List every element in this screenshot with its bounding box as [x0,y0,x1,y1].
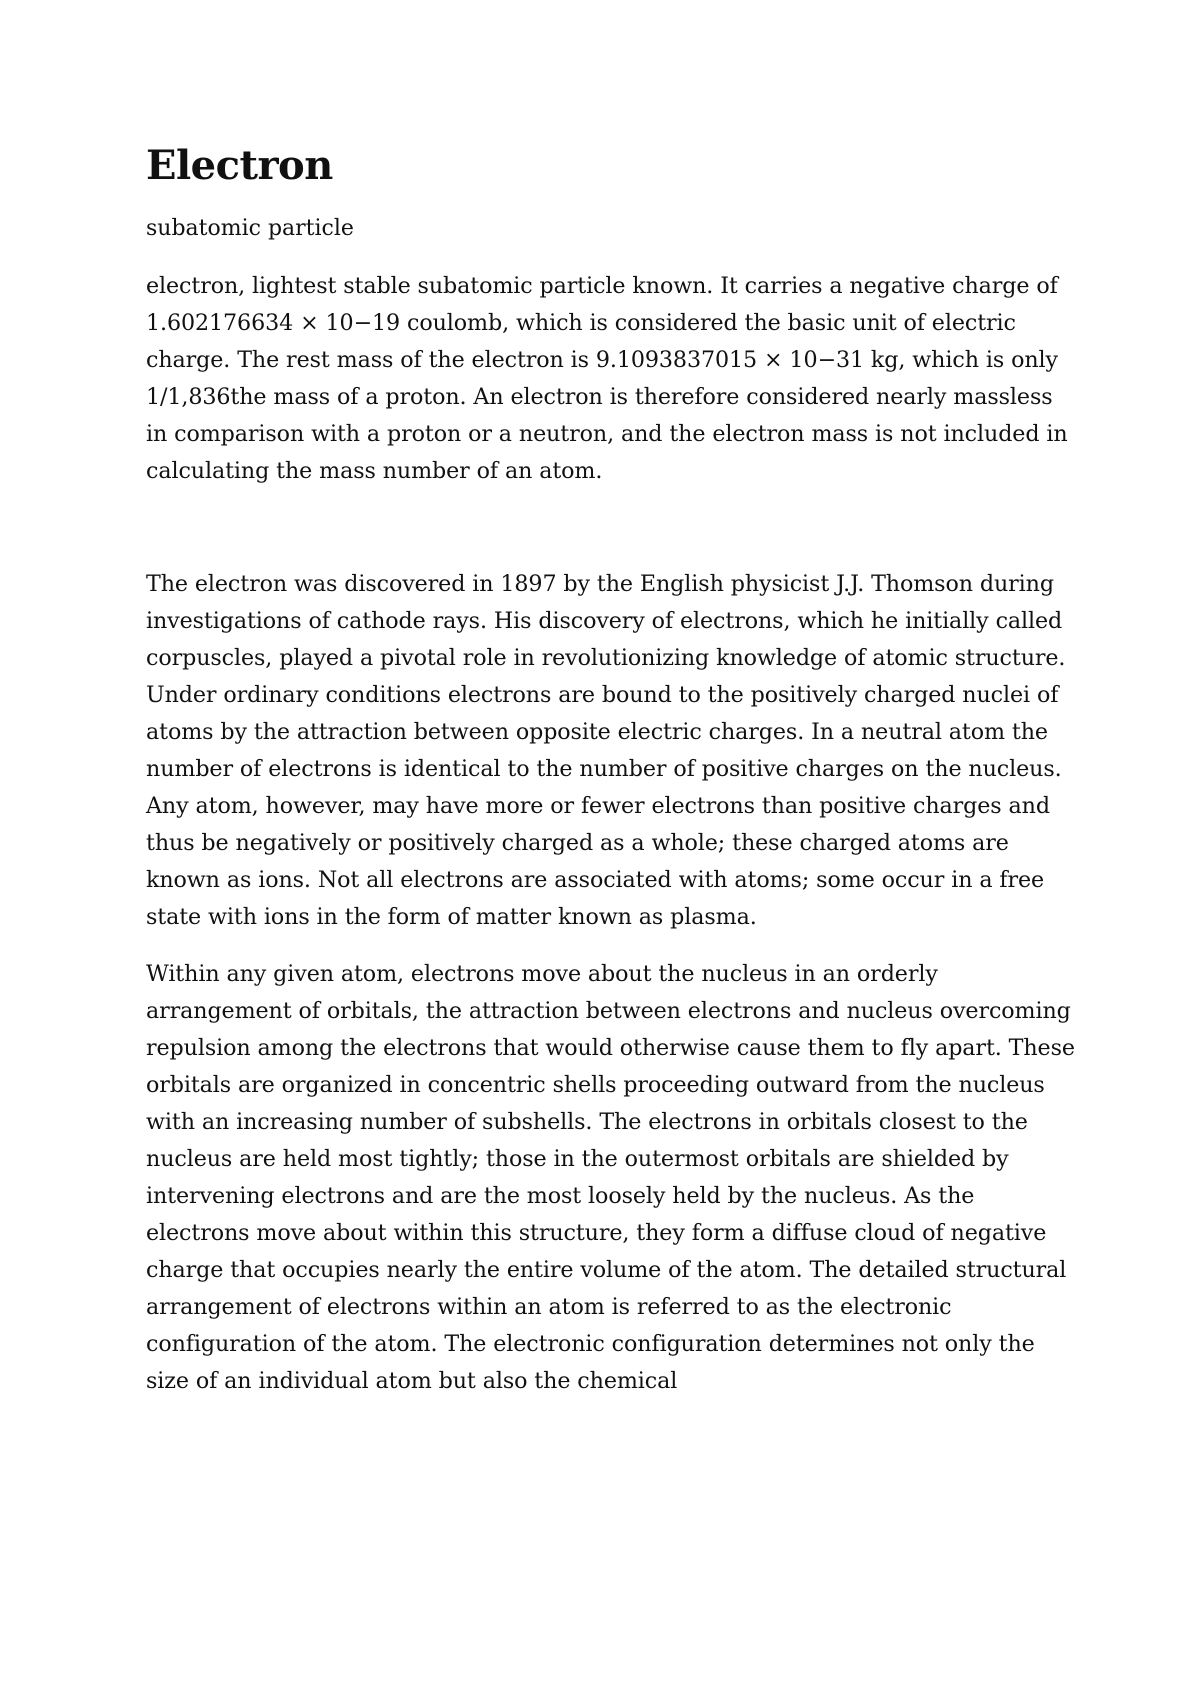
paragraph-intro: electron, lightest stable subatomic particle known. It carries a negative charge of 1.602176634 × 10−19 coulomb, which is considered the basic unit of electric charge. The rest mass of the electron is 9.1093837015 × 10−31 kg, which is only 1/1,836the mass of a proton. An electron is therefore considered nearly massless in comparison with a proton or a neutron, and the electron mass is not included in calculating the mass number of an atom. [146,273,1068,484]
paragraph-orbitals: Within any given atom, electrons move about the nucleus in an orderly arrangement of orbitals, the attraction between electrons and nucleus overcoming repulsion among the electrons that would otherwise cause them to fly apart. These orbitals are organized in concentric shells proceeding outward from the nucleus with an increasing number of subshells. The electrons in orbitals closest to the nucleus are held most tightly; those in the outermost orbitals are shielded by intervening electrons and are the most loosely held by the nucleus. As the electrons move about within this structure, they form a diffuse cloud of negative charge that occupies nearly the entire volume of the atom. The detailed structural arrangement of electrons within an atom is referred to as the electronic configuration of the atom. The electronic configuration determines not only the size of an individual atom but also the chemical [146,961,1075,1394]
page-subtitle: subatomic particle [146,216,354,241]
page-title: Electron [146,142,333,189]
document-page [146,140,1076,1400]
paragraph-discovery: The electron was discovered in 1897 by the English physicist J.J. Thomson during investigations of cathode rays. His discovery of electrons, which he initially called corpuscles, played a pivotal role in revolutionizing knowledge of atomic structure. Under ordinary conditions electrons are bound to the positively charged nuclei of atoms by the attraction between opposite electric charges. In a neutral atom the number of electrons is identical to the number of positive charges on the nucleus. Any atom, however, may have more or fewer electrons than positive charges and thus be negatively or positively charged as a whole; these charged atoms are known as ions. Not all electrons are associated with atoms; some occur in a free state with ions in the form of matter known as plasma. [146,571,1066,930]
